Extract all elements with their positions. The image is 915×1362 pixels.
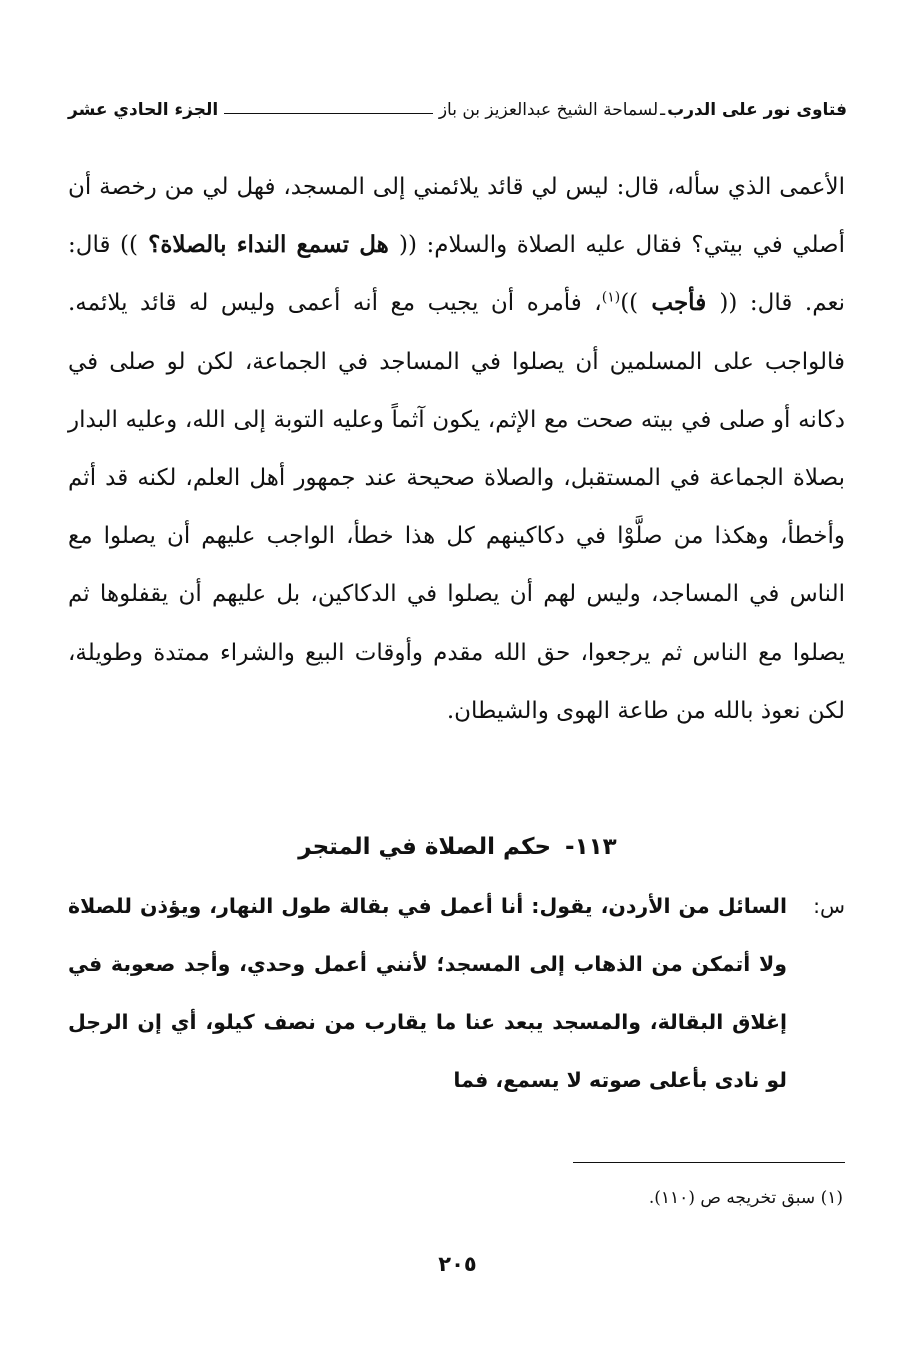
- header-rule: [224, 113, 433, 114]
- running-header: [68, 90, 847, 130]
- question-block: [68, 877, 845, 1109]
- series-title: فتاوى نور على الدرب: [667, 100, 847, 120]
- body-paragraph: [68, 158, 845, 740]
- footnote-reference[interactable]: (١): [601, 289, 621, 306]
- body-text-segment: )) قال: نعم. قال: ((: [68, 232, 845, 317]
- section-number: ١١٣-: [565, 834, 617, 860]
- footnote-divider: [573, 1162, 845, 1163]
- question-label: س:: [813, 894, 845, 918]
- header-separator: ـ: [660, 100, 666, 120]
- volume-title: الجزء الحادي عشر: [68, 100, 219, 120]
- body-text-segment: الأعمى الذي سأله، قال: ليس لي قائد يلائمني إلى المسجد، فهل لي من رخصة أن أصلي في بيتي؟ فقال عليه الصلاة والسلام: ((: [68, 174, 845, 259]
- body-text-segment: ، فأمره أن يجيب مع أنه أعمى وليس له قائد يلائمه. فالواجب على المسلمين أن يصلوا في المساجد في الجماعة، لكن لو صلى في دكانه أو صلى في بيته صحت مع الإثم، يكون آثماً وعليه التوبة إلى الله، وعليه البدار بصلاة الجماعة في المستقبل، والصلاة صحيحة عند جمهور أهل العلم، لكنه قد أثم وأخطأ، وهكذا من صلَّوْا في دكاكينهم كل هذا خطأ، الواجب عليهم أن يصلوا مع الناس في المساجد، وليس لهم أن يصلوا في الدكاكين، بل عليهم أن يقفلوها ثم يصلوا مع الناس ثم يرجعوا، حق الله مقدم وأوقات البيع والشراء ممتدة وطويلة، لكن نعوذ بالله من طاعة الهوى والشيطان.: [68, 290, 845, 724]
- header-author: لسماحة الشيخ عبدالعزيز بن باز: [438, 100, 659, 120]
- body-text-segment: )): [620, 290, 639, 317]
- page-number: ٢٠٥: [438, 1252, 477, 1276]
- question-text: السائل من الأردن، يقول: أنا أعمل في بقالة طول النهار، ويؤذن للصلاة ولا أتمكن من الذهاب إلى المسجد؛ لأنني أعمل وحدي، وأجد صعوبة في إغلاق البقالة، والمسجد يبعد عنا ما يقارب من نصف كيلو، أي إن الرجل لو نادى بأعلى صوته لا يسمع، فما: [68, 894, 787, 1092]
- section-heading: [68, 822, 847, 872]
- hadith-quote: فأجب: [638, 289, 720, 317]
- hadith-quote: هل تسمع النداء بالصلاة؟: [137, 231, 400, 259]
- footnote: (١) سبق تخريجه ص (١١٠).: [648, 1188, 843, 1208]
- section-title: حكم الصلاة في المتجر: [298, 834, 552, 860]
